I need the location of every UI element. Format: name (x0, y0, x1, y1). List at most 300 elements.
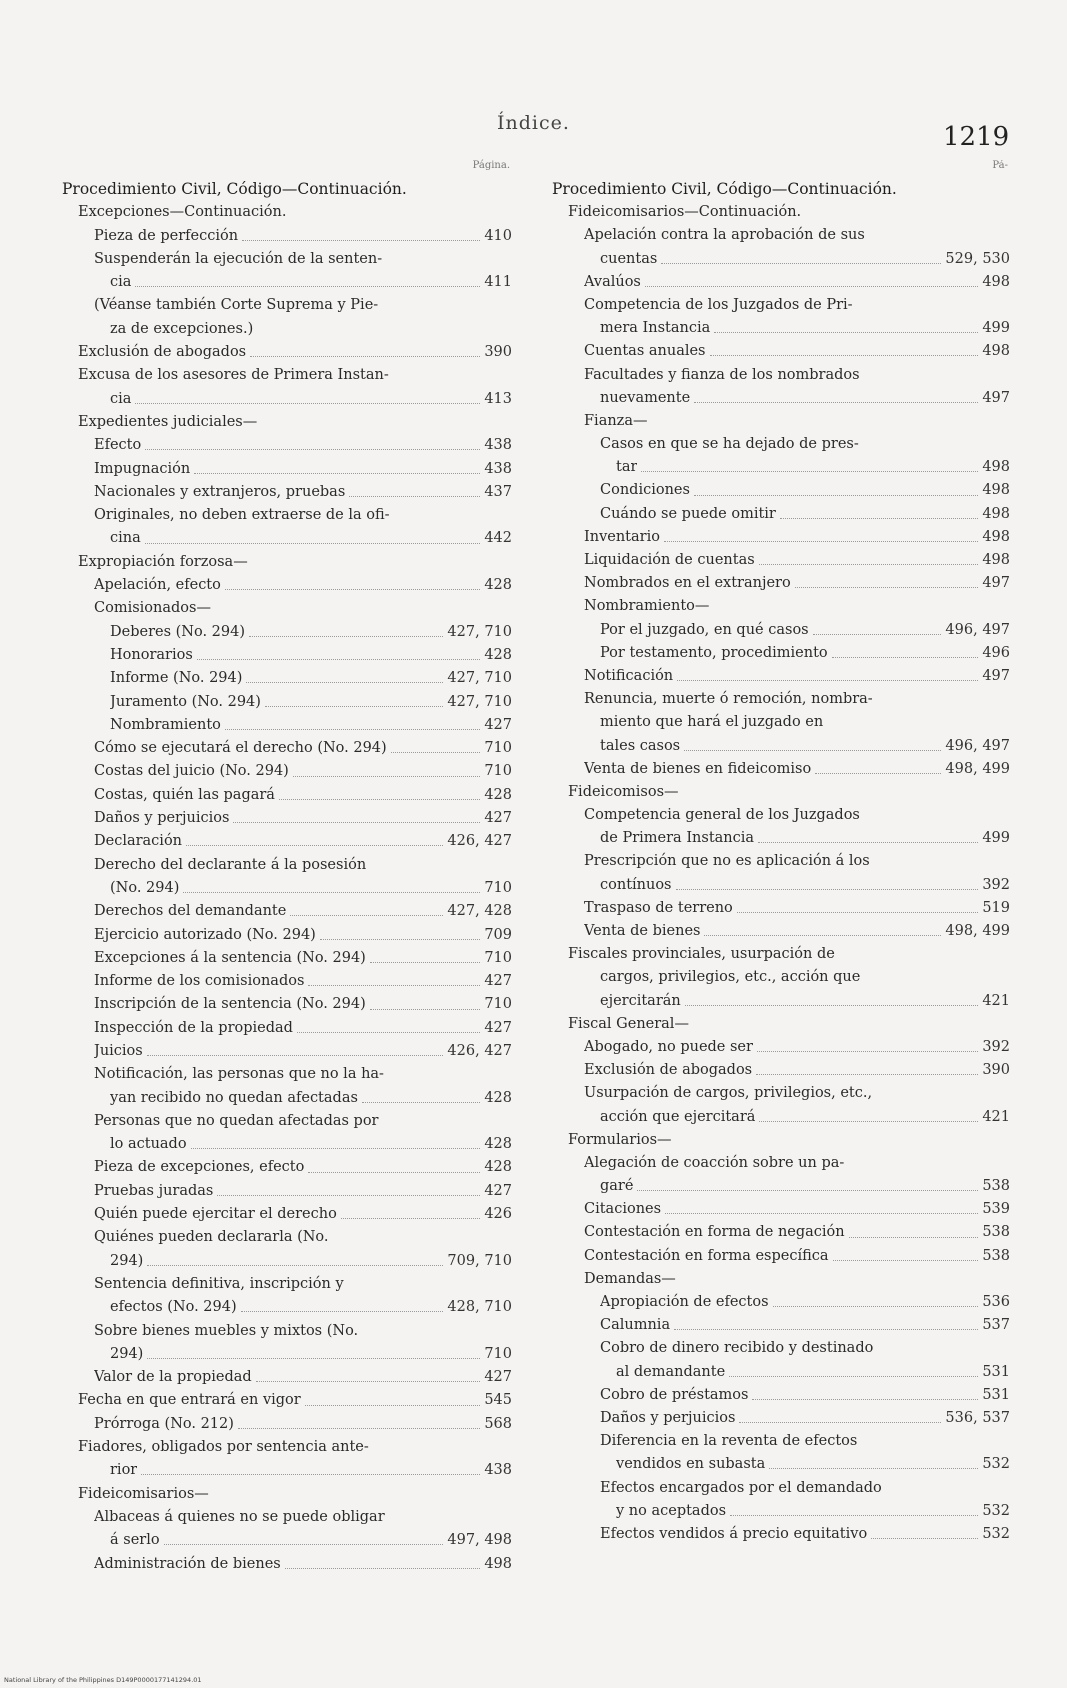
entry-text: Cuentas anuales (584, 343, 706, 360)
dot-leader (795, 587, 979, 588)
index-entry (62, 1180, 512, 1203)
entry-text: Calumnia (600, 1317, 671, 1334)
index-entry (62, 1389, 512, 1412)
index-entry (552, 1221, 1010, 1244)
entry-text: nuevamente (600, 389, 691, 406)
index-entry (62, 1250, 512, 1273)
dot-leader (279, 799, 480, 800)
index-entry (62, 1459, 512, 1482)
entry-text: Avalúos (584, 273, 641, 290)
index-entry (62, 1063, 512, 1086)
dot-leader (674, 1329, 978, 1330)
dot-leader (391, 752, 481, 753)
dot-leader (370, 1009, 481, 1010)
entry-page: 498, 499 (945, 923, 1010, 939)
dot-leader (370, 962, 480, 963)
entry-text: Personas que no quedan afectadas por (94, 1112, 379, 1129)
entry-text: garé (600, 1178, 634, 1195)
index-entry (552, 735, 1010, 758)
dot-leader (308, 985, 480, 986)
index-entry (62, 481, 512, 504)
dot-leader (141, 1474, 480, 1475)
index-entry (552, 1059, 1010, 1082)
entry-text: Nombramiento (110, 716, 221, 733)
index-entry (62, 1296, 512, 1319)
entry-text: Fiadores, obligados por sentencia ante- (78, 1439, 369, 1456)
entry-page: 538 (982, 1247, 1010, 1264)
entry-page: 710 (484, 996, 512, 1013)
index-entry (552, 688, 1010, 711)
index-entry (62, 574, 512, 597)
dot-leader (265, 706, 443, 707)
index-entry (62, 1413, 512, 1436)
index-entry (62, 691, 512, 714)
index-entry (552, 526, 1010, 549)
entry-text: vendidos en subasta (616, 1456, 766, 1473)
dot-leader (677, 680, 978, 681)
index-entry (552, 619, 1010, 642)
entry-text: Fecha en que entrará en vigor (78, 1392, 301, 1409)
index-entry (62, 294, 512, 317)
index-entry (62, 271, 512, 294)
entry-page: 536 (982, 1294, 1010, 1310)
entry-text: Originales, no deben extraerse de la ofi- (94, 507, 390, 524)
index-entry (552, 549, 1010, 572)
dot-leader (759, 564, 979, 565)
index-entry (552, 758, 1010, 781)
entry-text: al demandante (616, 1363, 726, 1380)
dot-leader (341, 1218, 480, 1219)
entry-page: 428 (484, 1089, 512, 1106)
dot-leader (849, 1237, 979, 1238)
index-entry (62, 1017, 512, 1040)
index-entry (552, 317, 1010, 340)
index-entry (552, 248, 1010, 271)
dot-leader (704, 935, 941, 936)
index-entry (552, 850, 1010, 873)
index-entry (62, 1040, 512, 1063)
index-entry (62, 1366, 512, 1389)
entry-text: miento que hará el juzgado en (600, 714, 824, 731)
index-entry (62, 551, 512, 574)
index-entry (62, 947, 512, 970)
index-entry (552, 1036, 1010, 1059)
entry-text: Exclusión de abogados (78, 344, 247, 361)
entry-text: Traspaso de terreno (584, 899, 733, 916)
dot-leader (217, 1195, 480, 1196)
entry-page: 427, 710 (447, 670, 512, 687)
dot-leader (757, 1051, 978, 1052)
dot-leader (832, 657, 979, 658)
entry-text: de Primera Instancia (600, 830, 755, 847)
index-entry (552, 433, 1010, 456)
entry-page: 532 (982, 1456, 1010, 1473)
column-header: Pá- (992, 160, 1008, 171)
entry-text: Valor de la propiedad (94, 1369, 252, 1386)
index-entry (62, 225, 512, 248)
index-entry (552, 1500, 1010, 1523)
entry-text: tar (616, 459, 638, 476)
entry-page: 426 (484, 1206, 512, 1223)
entry-page: 499 (982, 830, 1010, 847)
dot-leader (197, 659, 481, 660)
index-entry (62, 1436, 512, 1459)
entry-text: Derecho del declarante á la posesión (94, 856, 367, 873)
entry-page: 709, 710 (447, 1252, 512, 1269)
entry-text: Procedimiento Civil, Código—Continuación. (552, 180, 897, 198)
entry-page: 710 (484, 763, 512, 780)
entry-text: Efecto (94, 437, 142, 454)
index-entry (552, 990, 1010, 1013)
index-entry (62, 1506, 512, 1529)
dot-leader (815, 773, 941, 774)
index-entry (552, 1453, 1010, 1476)
entry-text: Derechos del demandante (94, 903, 287, 920)
entry-text: Costas, quién las pagará (94, 786, 275, 803)
index-entry (552, 1337, 1010, 1360)
entry-text: 294) (110, 1252, 144, 1269)
index-entry (62, 1529, 512, 1552)
index-entry (62, 458, 512, 481)
entry-text: Notificación (584, 667, 674, 684)
entry-page: 532 (982, 1525, 1010, 1542)
entry-page: 426, 427 (447, 1042, 512, 1059)
dot-leader (752, 1399, 978, 1400)
entry-text: Pieza de excepciones, efecto (94, 1159, 305, 1176)
dot-leader (186, 845, 443, 846)
index-entry (552, 711, 1010, 734)
dot-leader (676, 889, 979, 890)
index-entry (62, 248, 512, 271)
entry-page: 411 (484, 274, 512, 291)
index-entry (552, 1268, 1010, 1291)
entry-page: 710 (484, 1345, 512, 1362)
dot-leader (756, 1074, 978, 1075)
dot-leader (694, 402, 978, 403)
entry-text: Fianza— (584, 412, 648, 429)
entry-page: 538 (982, 1224, 1010, 1241)
entry-text: yan recibido no quedan afectadas (110, 1089, 358, 1106)
index-entry (62, 1343, 512, 1366)
entry-page: 413 (484, 390, 512, 407)
dot-leader (191, 1148, 481, 1149)
dot-leader (147, 1055, 444, 1056)
entry-text: Fiscales provinciales, usurpación de (568, 946, 835, 963)
dot-leader (714, 332, 978, 333)
entry-text: Liquidación de cuentas (584, 552, 755, 568)
entry-page: 498 (982, 505, 1010, 522)
entry-text: Por testamento, procedimiento (600, 644, 828, 661)
index-entry (62, 877, 512, 900)
dot-leader (238, 1428, 480, 1429)
entry-text: Informe de los comisionados (94, 973, 305, 990)
dot-leader (145, 449, 480, 450)
entry-text: Demandas— (584, 1270, 676, 1287)
entry-page: 496 (982, 644, 1010, 661)
dot-leader (194, 473, 480, 474)
index-entry (552, 271, 1010, 294)
entry-text: cia (110, 390, 132, 407)
right-column (552, 160, 1010, 1546)
index-entry (62, 924, 512, 947)
dot-leader (225, 729, 480, 730)
entry-text: Expropiación forzosa— (78, 553, 248, 570)
entry-page: 421 (982, 992, 1010, 1009)
column-header: Página. (472, 160, 510, 171)
dot-leader (293, 776, 480, 777)
index-entry (62, 760, 512, 783)
entry-text: Declaración (94, 833, 183, 850)
entry-page: 536, 537 (945, 1409, 1010, 1426)
entry-text: Cobro de préstamos (600, 1386, 749, 1403)
index-entry (552, 781, 1010, 804)
index-entry (62, 830, 512, 853)
entry-page: 427 (484, 1182, 512, 1199)
dot-leader (769, 1468, 978, 1469)
index-entry (62, 714, 512, 737)
index-entry (552, 804, 1010, 827)
entry-page: 427, 428 (447, 903, 512, 920)
entry-text: za de excepciones.) (110, 320, 254, 337)
left-column (62, 160, 512, 1576)
entry-page: 497 (982, 667, 1010, 684)
dot-leader (241, 1311, 444, 1312)
entry-text: Inscripción de la sentencia (No. 294) (94, 996, 366, 1013)
index-entry (552, 642, 1010, 665)
dot-leader (694, 495, 978, 496)
dot-leader (645, 286, 978, 287)
index-entry (62, 1320, 512, 1343)
index-entry (552, 966, 1010, 989)
entry-text: Procedimiento Civil, Código—Continuación. (62, 180, 407, 198)
index-entry (552, 665, 1010, 688)
index-entry (62, 900, 512, 923)
dot-leader (349, 496, 480, 497)
entry-text: mera Instancia (600, 320, 711, 337)
index-entry (552, 1106, 1010, 1129)
entry-page: 428 (484, 786, 512, 803)
dot-leader (320, 939, 480, 940)
index-entry (62, 667, 512, 690)
entry-text: Apropiación de efectos (600, 1294, 769, 1310)
entry-text: Prescripción que no es aplicación á los (584, 853, 870, 870)
entry-text: Cómo se ejecutará el derecho (No. 294) (94, 740, 387, 757)
entry-text: Cuándo se puede omitir (600, 505, 776, 522)
index-entry (62, 1133, 512, 1156)
entry-page: 709 (484, 926, 512, 943)
dot-leader (250, 356, 480, 357)
entry-text: Informe (No. 294) (110, 670, 243, 687)
index-entry (552, 503, 1010, 526)
dot-leader (135, 403, 480, 404)
entry-text: Facultades y fianza de los nombrados (584, 366, 860, 383)
index-entry (62, 1087, 512, 1110)
index-entry (552, 340, 1010, 363)
index-entry (552, 572, 1010, 595)
entry-text: Sentencia definitiva, inscripción y (94, 1275, 344, 1292)
entry-page: 427 (484, 810, 512, 827)
index-entry (552, 1198, 1010, 1221)
dot-leader (780, 518, 978, 519)
entry-text: Apelación, efecto (94, 577, 221, 594)
entry-text: cargos, privilegios, etc., acción que (600, 969, 861, 986)
entry-text: Venta de bienes en fideicomiso (584, 760, 812, 777)
dot-leader (833, 1260, 979, 1261)
entry-text: Juramento (No. 294) (110, 693, 261, 710)
entry-page: 427 (484, 716, 512, 733)
dot-leader (145, 543, 481, 544)
entry-page: 438 (484, 437, 512, 454)
dot-leader (737, 912, 979, 913)
entry-text: Albaceas á quienes no se puede obligar (94, 1508, 385, 1525)
dot-leader (664, 541, 978, 542)
entry-page: 710 (484, 740, 512, 757)
entry-page: 426, 427 (447, 833, 512, 850)
entry-page: 390 (982, 1062, 1010, 1079)
index-entry (552, 1129, 1010, 1152)
dot-leader (246, 682, 443, 683)
index-entry (552, 1523, 1010, 1546)
index-entry (62, 201, 512, 224)
entry-text: cuentas (600, 250, 658, 267)
dot-leader (183, 892, 480, 893)
entry-text: Por el juzgado, en qué casos (600, 621, 809, 638)
index-entry (552, 1384, 1010, 1407)
index-entry (552, 1245, 1010, 1268)
index-entry (552, 1152, 1010, 1175)
entry-text: Pruebas juradas (94, 1182, 214, 1199)
entry-text: Suspenderán la ejecución de la senten- (94, 250, 383, 267)
entry-page: 438 (484, 1462, 512, 1479)
entry-text: Citaciones (584, 1201, 662, 1218)
index-entry (552, 1175, 1010, 1198)
index-entry (552, 1430, 1010, 1453)
index-entries (62, 178, 512, 1576)
entry-text: Quiénes pueden declararla (No. (94, 1229, 329, 1246)
dot-leader (758, 842, 978, 843)
index-entry (62, 1273, 512, 1296)
entry-page: 545 (484, 1392, 512, 1409)
dot-leader (256, 1381, 481, 1382)
dot-leader (233, 822, 480, 823)
entry-page: 498, 499 (945, 760, 1010, 777)
dot-leader (685, 1005, 979, 1006)
entry-page: 568 (484, 1415, 512, 1432)
index-entry (552, 897, 1010, 920)
entry-text: Excepciones á la sentencia (No. 294) (94, 949, 366, 966)
entry-page: 498 (982, 482, 1010, 499)
index-entry (62, 970, 512, 993)
index-entry (552, 1361, 1010, 1384)
index-entries (552, 178, 1010, 1546)
footer-credit: National Library of the Philippines D149P0000177141294.01 (4, 1676, 202, 1684)
entry-text: y no aceptados (616, 1502, 727, 1519)
entry-text: efectos (No. 294) (110, 1299, 237, 1316)
page-number: 1219 (943, 122, 1010, 152)
entry-text: Impugnación (94, 460, 191, 477)
entry-page: 498 (982, 552, 1010, 568)
entry-page: 427, 710 (447, 623, 512, 640)
entry-text: 294) (110, 1345, 144, 1362)
dot-leader (147, 1265, 443, 1266)
entry-text: Abogado, no puede ser (584, 1038, 753, 1055)
dot-leader (739, 1422, 941, 1423)
entry-text: Inventario (584, 528, 660, 545)
entry-text: Prórroga (No. 212) (94, 1415, 234, 1432)
dot-leader (665, 1213, 978, 1214)
entry-text: Efectos vendidos á precio equitativo (600, 1525, 868, 1542)
index-entry (62, 178, 512, 201)
entry-text: ejercitarán (600, 992, 681, 1009)
entry-text: (Véanse también Corte Suprema y Pie- (94, 297, 379, 314)
entry-text: Juicios (94, 1042, 143, 1059)
entry-page: 710 (484, 949, 512, 966)
entry-page: 539 (982, 1201, 1010, 1218)
index-entry (552, 479, 1010, 502)
index-entry (552, 410, 1010, 433)
entry-text: Excusa de los asesores de Primera Instan- (78, 367, 389, 384)
dot-leader (305, 1405, 481, 1406)
entry-page: 421 (982, 1108, 1010, 1125)
index-entry (62, 364, 512, 387)
entry-page: 497 (982, 575, 1010, 592)
entry-text: Fideicomisarios—Continuación. (568, 204, 802, 221)
entry-text: Renuncia, muerte ó remoción, nombra- (584, 691, 873, 708)
index-entry (62, 621, 512, 644)
index-entry (62, 504, 512, 527)
entry-page: 392 (982, 1038, 1010, 1055)
entry-text: Pieza de perfección (94, 227, 239, 244)
index-entry (62, 527, 512, 550)
index-entry (552, 1407, 1010, 1430)
entry-page: 498 (982, 459, 1010, 476)
entry-text: Nombramiento— (584, 598, 710, 615)
index-entry (62, 388, 512, 411)
index-entry (62, 737, 512, 760)
dot-leader (759, 1121, 978, 1122)
entry-text: Excepciones—Continuación. (78, 204, 287, 221)
entry-text: Efectos encargados por el demandado (600, 1479, 882, 1496)
index-entry (62, 434, 512, 457)
entry-text: Notificación, las personas que no la ha- (94, 1066, 384, 1083)
entry-page: 537 (982, 1317, 1010, 1334)
entry-page: 427 (484, 1369, 512, 1386)
index-entry (552, 456, 1010, 479)
running-title: Índice. (497, 112, 570, 134)
dot-leader (710, 355, 979, 356)
entry-page: 428 (484, 1159, 512, 1176)
entry-text: Exclusión de abogados (584, 1062, 753, 1079)
index-entry (552, 1082, 1010, 1105)
entry-page: 710 (484, 879, 512, 896)
entry-page: 428, 710 (447, 1299, 512, 1316)
entry-page: 529, 530 (945, 250, 1010, 267)
entry-text: (No. 294) (110, 879, 180, 896)
entry-text: Deberes (No. 294) (110, 623, 246, 640)
index-entry (552, 920, 1010, 943)
entry-page: 498 (982, 273, 1010, 290)
entry-text: Apelación contra la aprobación de sus (584, 227, 865, 244)
entry-text: contínuos (600, 876, 672, 893)
entry-page: 498 (484, 1555, 512, 1572)
entry-page: 437 (484, 483, 512, 500)
dot-leader (813, 634, 942, 635)
entry-text: Contestación en forma de negación (584, 1224, 845, 1241)
index-entry (62, 1553, 512, 1576)
entry-text: Administración de bienes (94, 1555, 281, 1572)
dot-leader (362, 1102, 480, 1103)
dot-leader (164, 1544, 444, 1545)
